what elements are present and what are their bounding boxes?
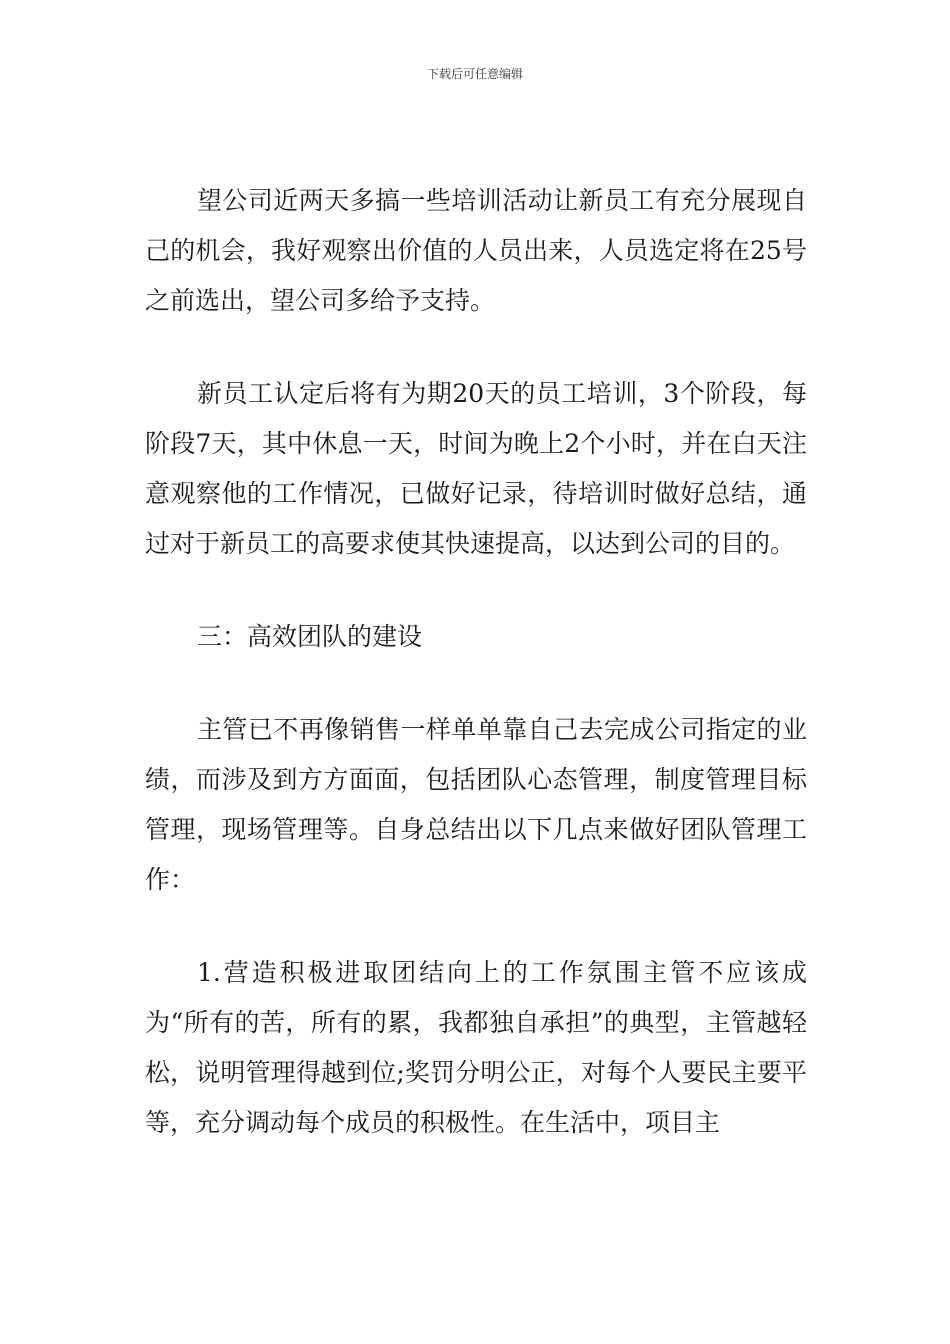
paragraph-work-atmosphere: 1.营造积极进取团结向上的工作氛围主管不应该成为“所有的苦，所有的累，我都独自承担”的典型，主管越轻松，说明管理得越到位;奖罚分明公正，对每个人要民主要平等，充分调动每个成员的积极性。在生活中，项目主 xyxy=(145,958,807,1137)
document-body xyxy=(145,176,807,1148)
paragraph-training-plan: 新员工认定后将有为期20天的员工培训，3个阶段，每阶段7天，其中休息一天，时间为晚上2个小时，并在白天注意观察他的工作情况，已做好记录，待培训时做好总结，通过对于新员工的高要求使其快速提高，以达到公司的目的。 xyxy=(145,379,807,558)
header-note: 下载后可任意编辑 xyxy=(426,67,523,81)
paragraph-supervisor-role: 主管已不再像销售一样单单靠自己去完成公司指定的业绩，而涉及到方方面面，包括团队心态管理，制度管理目标管理，现场管理等。自身总结出以下几点来做好团队管理工作： xyxy=(145,715,807,894)
section-heading-team-building: 三：高效团队的建设 xyxy=(197,622,423,651)
paragraph-support-request: 望公司近两天多搞一些培训活动让新员工有充分展现自己的机会，我好观察出价值的人员出来，人员选定将在25号之前选出，望公司多给予支持。 xyxy=(145,186,807,315)
